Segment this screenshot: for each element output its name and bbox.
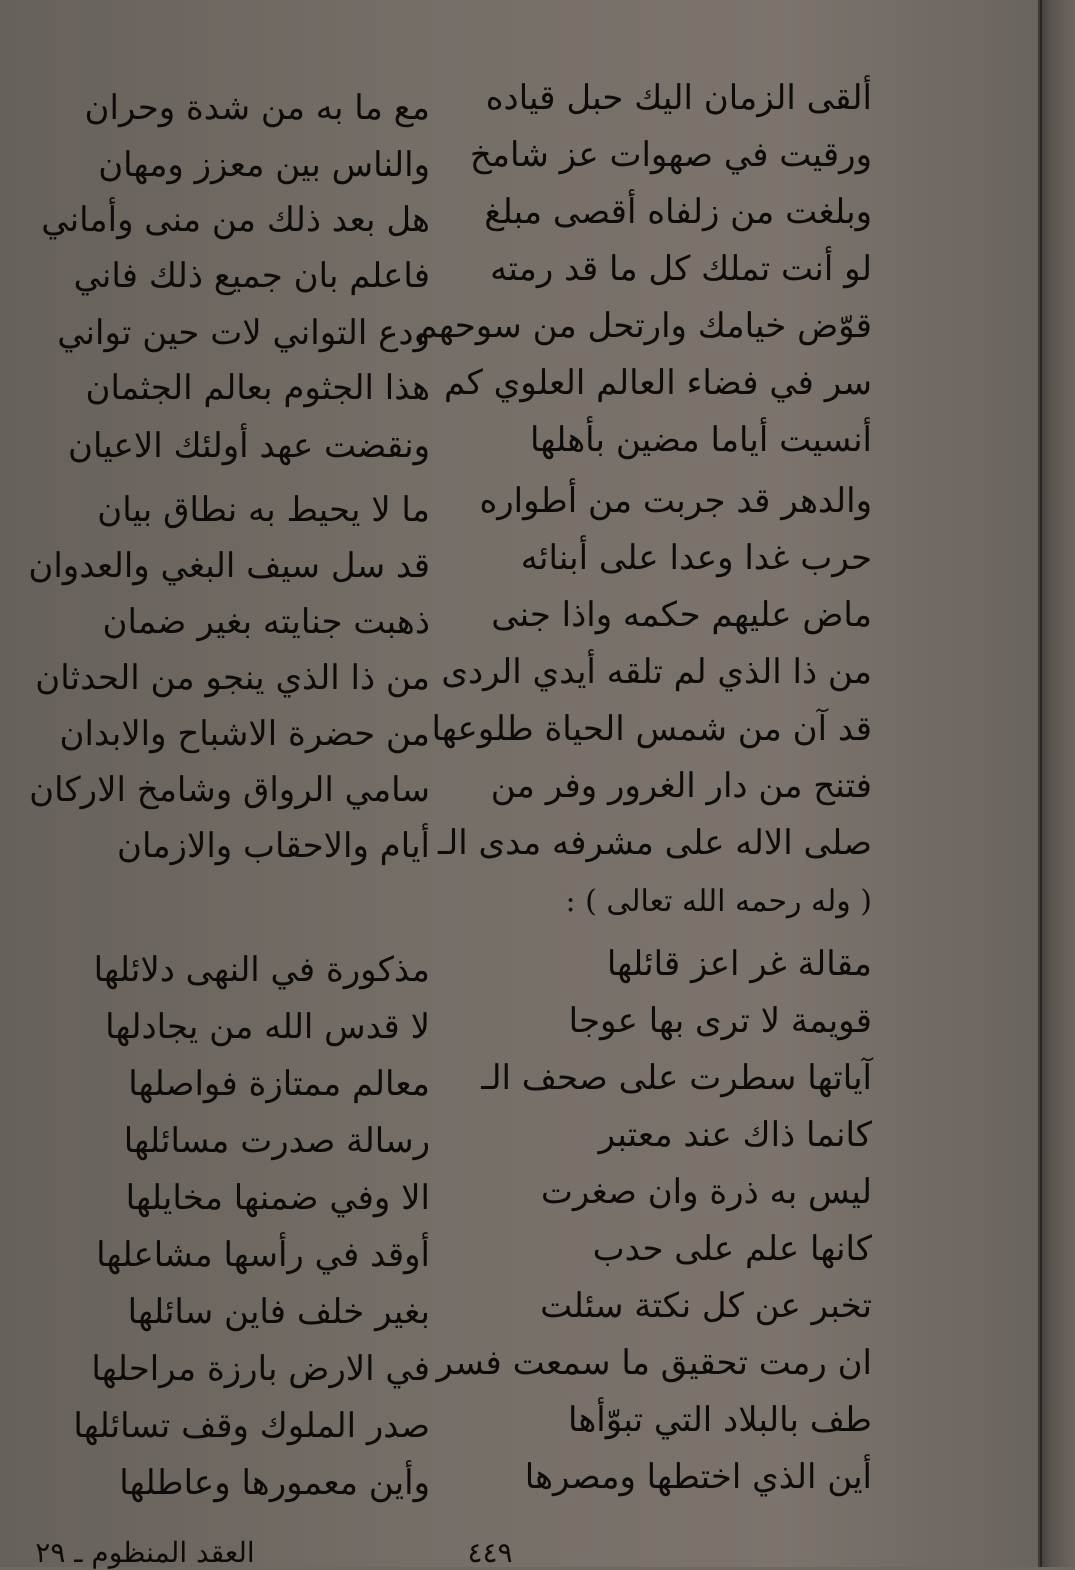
verse-right: قوّض خيامك وارتحل من سوحهم bbox=[416, 306, 872, 346]
verse-right: حرب غدا وعدا على أبنائه bbox=[520, 538, 872, 578]
verse-left: ما لا يحيط به نطاق بيان bbox=[97, 490, 430, 530]
verse-right: قد آن من شمس الحياة طلوعها bbox=[431, 709, 872, 749]
verse-left: ونقضت عهد أولئك الاعيان bbox=[67, 426, 430, 466]
verse-right: ماض عليهم حكمه واذا جنى bbox=[491, 595, 872, 635]
verse-right: فتنح من دار الغرور وفر من bbox=[490, 766, 872, 806]
verse-left: أيام والاحقاب والازمان bbox=[117, 826, 430, 866]
verse-right: طف بالبلاد التي تبوّأها bbox=[568, 1400, 872, 1440]
verse-right: ورقيت في صهوات عز شامخ bbox=[469, 135, 872, 175]
verse-right: من ذا الذي لم تلقه أيدي الردى bbox=[441, 652, 872, 692]
verse-left: والناس بين معزز ومهان bbox=[98, 145, 430, 185]
verse-left: بغير خلف فاين سائلها bbox=[127, 1292, 430, 1332]
book-spine-shadow bbox=[1038, 0, 1075, 1567]
verse-right: كانها علم على حدب bbox=[592, 1229, 872, 1269]
verse-left: من حضرة الاشباح والابدان bbox=[59, 714, 430, 754]
page-edge bbox=[1040, 0, 1042, 1567]
verse-right: أنسيت أياما مضين بأهلها bbox=[529, 420, 872, 460]
verse-left: معالم ممتازة فواصلها bbox=[128, 1064, 430, 1104]
verse-left: فاعلم بان جميع ذلك فاني bbox=[73, 256, 430, 296]
verse-left: ذهبت جنايته بغير ضمان bbox=[102, 602, 430, 642]
verse-left: هذا الجثوم بعالم الجثمان bbox=[85, 368, 430, 408]
verse-left: مع ما به من شدة وحران bbox=[84, 88, 430, 128]
verse-right: أين الذي اختطها ومصرها bbox=[524, 1457, 872, 1497]
verse-right: ألقى الزمان اليك حبل قياده bbox=[485, 78, 872, 118]
verse-left: من ذا الذي ينجو من الحدثان bbox=[35, 658, 430, 698]
verse-right: ليس به ذرة وان صغرت bbox=[540, 1172, 872, 1212]
verse-left: أوقد في رأسها مشاعلها bbox=[96, 1235, 430, 1275]
verse-left: سامي الرواق وشامخ الاركان bbox=[29, 770, 430, 810]
verse-left: صدر الملوك وقف تسائلها bbox=[73, 1406, 430, 1446]
verse-right: مقالة غر اعز قائلها bbox=[606, 944, 872, 984]
verse-right: كانما ذاك عند معتبر bbox=[598, 1115, 872, 1155]
verse-right: آياتها سطرت على صحف الـ bbox=[481, 1058, 872, 1098]
verse-left: في الارض بارزة مراحلها bbox=[91, 1349, 430, 1389]
section-heading: ( وله رحمه الله تعالى ) : bbox=[565, 884, 872, 919]
verse-right: وبلغت من زلفاه أقصى مبلغ bbox=[484, 192, 872, 232]
verse-right: لو أنت تملك كل ما قد رمته bbox=[490, 249, 872, 289]
verse-right: صلى الاله على مشرفه مدى الـ bbox=[437, 823, 872, 863]
verse-left: مذكورة في النهى دلائلها bbox=[93, 950, 430, 990]
verse-right: والدهر قد جربت من أطواره bbox=[479, 481, 872, 521]
verse-right: قويمة لا ترى بها عوجا bbox=[568, 1001, 872, 1041]
running-title: العقد المنظوم ـ ٢٩ bbox=[35, 1536, 255, 1569]
verse-left: الا وفي ضمنها مخايلها bbox=[125, 1178, 430, 1218]
verse-left: قد سل سيف البغي والعدوان bbox=[28, 546, 430, 586]
verse-right: تخبر عن كل نكتة سئلت bbox=[540, 1286, 872, 1326]
verse-left: ودع التواني لات حين تواني bbox=[57, 313, 430, 353]
verse-right: سر في فضاء العالم العلوي كم bbox=[444, 363, 872, 403]
verse-left: هل بعد ذلك من منى وأماني bbox=[41, 200, 430, 240]
verse-right: ان رمت تحقيق ما سمعت فسر bbox=[436, 1343, 872, 1383]
page-number: ٤٤٩ bbox=[467, 1536, 513, 1569]
verse-left: رسالة صدرت مسائلها bbox=[123, 1121, 430, 1161]
verse-left: وأين معمورها وعاطلها bbox=[119, 1463, 430, 1503]
verse-left: لا قدس الله من يجادلها bbox=[105, 1007, 430, 1047]
